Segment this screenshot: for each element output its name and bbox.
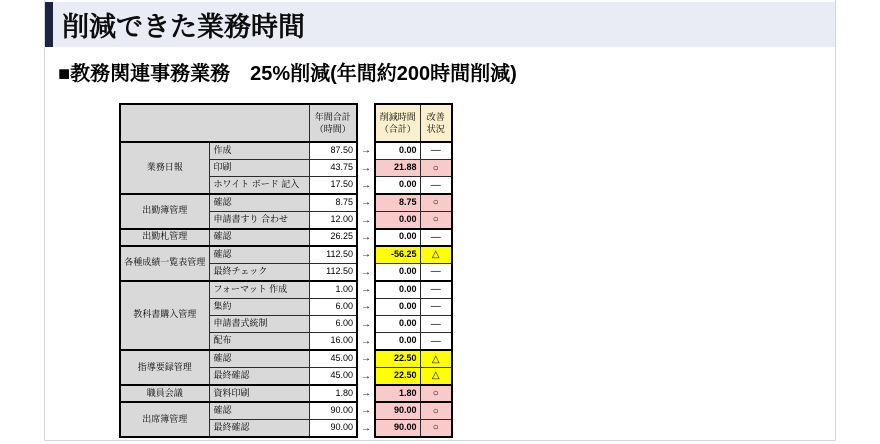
reduction-hours-cell: 0.00 <box>375 315 420 332</box>
arrow-icon: → <box>357 402 375 419</box>
title-bar <box>45 2 835 47</box>
task-cell: 確認 <box>209 402 309 419</box>
reduction-hours-cell: 0.00 <box>375 333 420 350</box>
annual-hours-cell: 12.00 <box>309 211 357 228</box>
annual-hours-cell: 26.25 <box>309 229 357 246</box>
annual-hours-cell: 17.50 <box>309 177 357 194</box>
table-row <box>120 281 452 298</box>
task-cell: 最終確認 <box>209 367 309 384</box>
annual-hours-cell: 112.50 <box>309 246 357 263</box>
reduction-hours-cell: 0.00 <box>375 298 420 315</box>
category-cell: 出席簿管理 <box>120 402 209 437</box>
task-cell: 申請書すり 合わせ <box>209 211 309 228</box>
header-line: 改善 <box>426 111 445 122</box>
task-cell: ホワイト ボード 記入 <box>209 177 309 194</box>
task-cell: 確認 <box>209 246 309 263</box>
arrow-icon: → <box>357 298 375 315</box>
status-cell: ○ <box>420 420 452 437</box>
arrow-icon: → <box>357 385 375 402</box>
category-cell: 教科書購入管理 <box>120 281 209 350</box>
table-header-row <box>120 104 452 142</box>
status-cell: ― <box>420 229 452 246</box>
task-cell: 確認 <box>209 350 309 367</box>
header-line: 削減時間 <box>379 111 416 122</box>
status-cell: ― <box>420 263 452 280</box>
table-row <box>120 350 452 367</box>
task-cell: 確認 <box>209 194 309 211</box>
reduction-hours-cell: 0.00 <box>375 229 420 246</box>
status-cell: ○ <box>420 211 452 228</box>
table-row <box>120 402 452 419</box>
reduction-hours-cell: 21.88 <box>375 159 420 176</box>
status-cell: ○ <box>420 385 452 402</box>
task-cell: 申請書式統制 <box>209 315 309 332</box>
title-band <box>53 2 835 47</box>
status-cell: ― <box>420 281 452 298</box>
arrow-icon: → <box>357 159 375 176</box>
arrow-icon: → <box>357 246 375 263</box>
arrow-icon: → <box>357 194 375 211</box>
annual-hours-cell: 45.00 <box>309 350 357 367</box>
annual-hours-cell: 90.00 <box>309 420 357 437</box>
arrow-icon: → <box>357 350 375 367</box>
annual-hours-cell: 6.00 <box>309 298 357 315</box>
category-cell: 指導要録管理 <box>120 350 209 385</box>
task-cell: 集約 <box>209 298 309 315</box>
status-cell: ― <box>420 177 452 194</box>
annual-hours-cell: 6.00 <box>309 315 357 332</box>
annual-hours-cell: 43.75 <box>309 159 357 176</box>
header-line: 年間合計 <box>314 111 351 122</box>
reduction-hours-cell: 1.80 <box>375 385 420 402</box>
work-hours-table <box>119 103 453 438</box>
category-cell: 出勤札管理 <box>120 229 209 246</box>
arrow-icon: → <box>357 142 375 159</box>
reduction-hours-cell: 0.00 <box>375 211 420 228</box>
reduction-hours-cell: 8.75 <box>375 194 420 211</box>
status-header <box>420 104 452 142</box>
reduction-hours-cell: 0.00 <box>375 142 420 159</box>
category-cell: 出勤簿管理 <box>120 194 209 229</box>
arrow-icon: → <box>357 315 375 332</box>
table-row <box>120 246 452 263</box>
annual-hours-cell: 45.00 <box>309 367 357 384</box>
reduction-hours-cell: 90.00 <box>375 402 420 419</box>
status-cell: ― <box>420 298 452 315</box>
annual-hours-cell: 87.50 <box>309 142 357 159</box>
status-cell: ○ <box>420 194 452 211</box>
task-cell: 確認 <box>209 229 309 246</box>
reduction-hours-cell: 0.00 <box>375 177 420 194</box>
task-cell: 作成 <box>209 142 309 159</box>
slide <box>44 0 836 441</box>
header-line: （時間） <box>314 124 351 134</box>
reduction-hours-cell: 22.50 <box>375 367 420 384</box>
reduction-hours-cell: 90.00 <box>375 420 420 437</box>
task-cell: 資料印刷 <box>209 385 309 402</box>
status-cell: △ <box>420 246 452 263</box>
task-cell: 最終確認 <box>209 420 309 437</box>
arrow-icon: → <box>357 367 375 384</box>
annual-hours-cell: 112.50 <box>309 263 357 280</box>
status-cell: ― <box>420 142 452 159</box>
arrow-icon: → <box>357 420 375 437</box>
reduction-hours-cell: 0.00 <box>375 281 420 298</box>
status-cell: △ <box>420 350 452 367</box>
status-cell: ― <box>420 315 452 332</box>
arrow-icon: → <box>357 177 375 194</box>
arrow-icon: → <box>357 263 375 280</box>
table-row <box>120 385 452 402</box>
annual-hours-cell: 1.00 <box>309 281 357 298</box>
table-row <box>120 194 452 211</box>
reduction-hours-cell: 22.50 <box>375 350 420 367</box>
arrow-icon: → <box>357 229 375 246</box>
arrow-column-gap <box>357 104 375 142</box>
header-line: 状況 <box>426 124 445 134</box>
category-cell: 職員会議 <box>120 385 209 402</box>
annual-hours-cell: 90.00 <box>309 402 357 419</box>
status-cell: ○ <box>420 159 452 176</box>
status-cell: △ <box>420 367 452 384</box>
arrow-icon: → <box>357 211 375 228</box>
task-cell: フォーマット 作成 <box>209 281 309 298</box>
annual-total-header <box>309 104 357 142</box>
category-cell: 業務日報 <box>120 142 209 194</box>
task-cell: 印刷 <box>209 159 309 176</box>
arrow-icon: → <box>357 281 375 298</box>
reduction-header <box>375 104 420 142</box>
annual-hours-cell: 16.00 <box>309 333 357 350</box>
annual-hours-cell: 1.80 <box>309 385 357 402</box>
task-cell: 最終チェック <box>209 263 309 280</box>
reduction-hours-cell: 0.00 <box>375 263 420 280</box>
status-cell: ― <box>420 333 452 350</box>
table-row <box>120 142 452 159</box>
arrow-icon: → <box>357 333 375 350</box>
annual-hours-cell: 8.75 <box>309 194 357 211</box>
category-cell: 各種成績一覧表管理 <box>120 246 209 281</box>
title-accent-bar <box>45 2 53 47</box>
table-corner-cell <box>120 104 309 142</box>
page-title: 削減できた業務時間 <box>62 12 305 42</box>
reduction-hours-cell: -56.25 <box>375 246 420 263</box>
status-cell: ○ <box>420 402 452 419</box>
task-cell: 配布 <box>209 333 309 350</box>
table-row <box>120 229 452 246</box>
header-line: （合計） <box>379 124 416 134</box>
slide-subtitle: ■教務関連事務業務 25%削減(年間約200時間削減) <box>58 63 517 85</box>
